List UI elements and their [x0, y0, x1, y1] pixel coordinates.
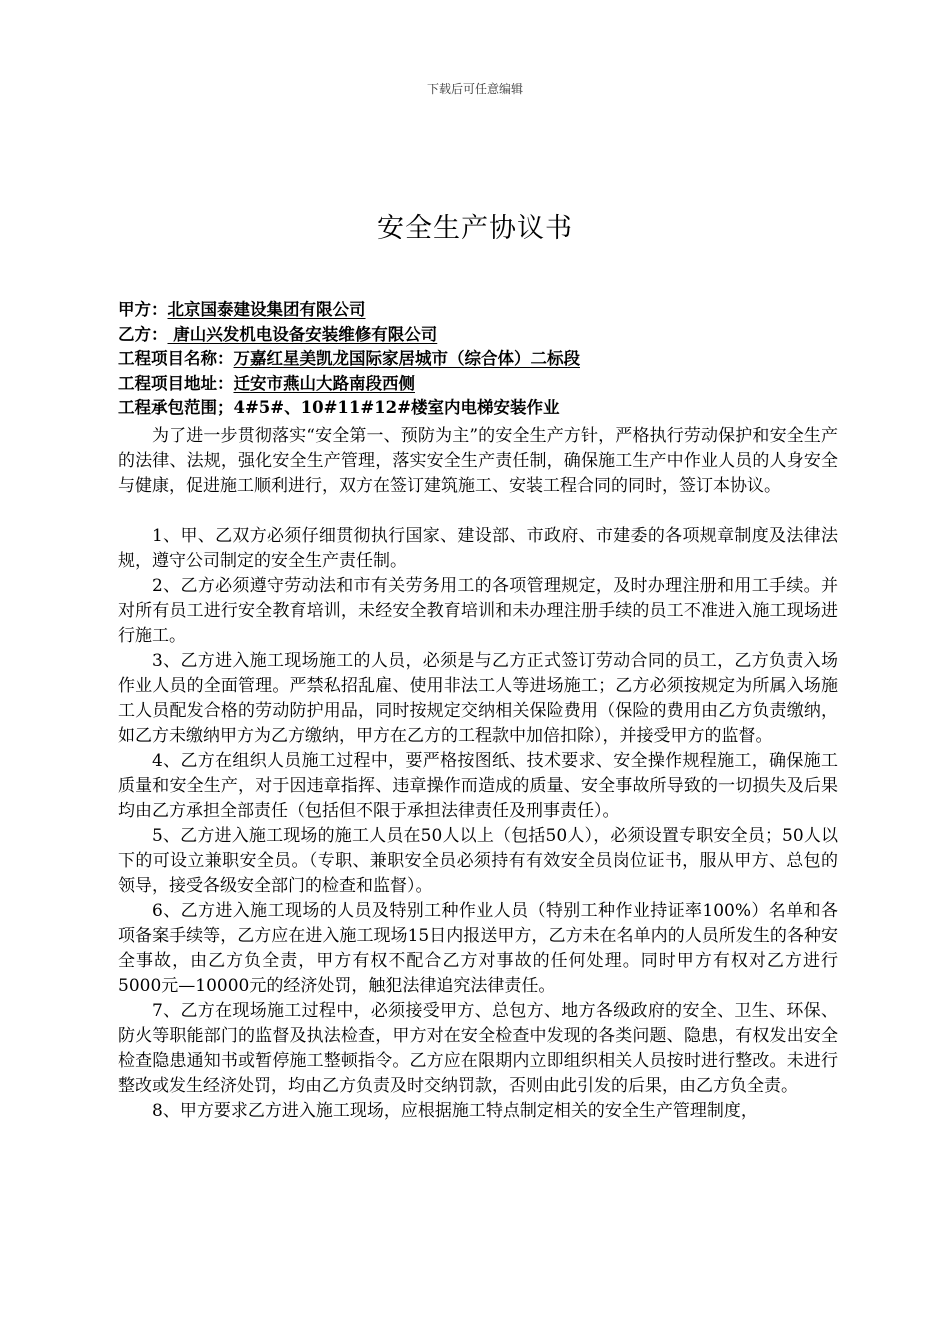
project-name-value: 万嘉红星美凯龙国际家居城市（综合体）二标段 [233, 349, 580, 368]
clause-3: 3、乙方进入施工现场施工的人员，必须是与乙方正式签订劳动合同的员工，乙方负责入场作业人员的全面管理。严禁私招乱雇、使用非法工人等进场施工；乙方必须按规定为所属入场施工人员配发合格的劳动防护用品，同时按规定交纳相关保险费用（保险的费用由乙方负责缴纳，如乙方未缴纳甲方为乙方缴纳，甲方在乙方的工程款中加倍扣除），并接受甲方的监督。 [118, 651, 838, 746]
scope-line [118, 396, 838, 421]
clause-4: 4、乙方在组织人员施工过程中，要严格按图纸、技术要求、安全操作规程施工，确保施工质量和安全生产，对于因违章指挥、违章操作而造成的质量、安全事故所导致的一切损失及后果均由乙方承担全部责任（包括但不限于承担法律责任及刑事责任）。 [118, 751, 838, 821]
party-b-line [118, 323, 838, 348]
clause-1: 1、甲、乙双方必须仔细贯彻执行国家、建设部、市政府、市建委的各项规章制度及法律法规，遵守公司制定的安全生产责任制。 [118, 526, 838, 571]
clause-5: 5、乙方进入施工现场的施工人员在50人以上（包括50人），必须设置专职安全员；50人以下的可设立兼职安全员。（专职、兼职安全员必须持有有效安全员岗位证书，服从甲方、总包的领导，接受各级安全部门的检查和监督）。 [118, 826, 838, 896]
scope-value: 4#5#、10#11#12#楼室内电梯安装作业 [233, 398, 560, 417]
party-b-value: 唐山兴发机电设备安装维修有限公司 [167, 324, 438, 344]
clause-2: 2、乙方必须遵守劳动法和市有关劳务用工的各项管理规定，及时办理注册和用工手续。并对所有员工进行安全教育培训，未经安全教育培训和未办理注册手续的员工不准进入施工现场进行施工。 [118, 576, 838, 646]
party-a-line [118, 298, 838, 323]
party-a-value: 北京国泰建设集团有限公司 [167, 300, 366, 319]
party-a-label: 甲方： [118, 300, 168, 319]
scope-label: 工程承包范围； [118, 398, 234, 417]
project-name-line [118, 347, 838, 372]
project-address-label: 工程项目地址： [118, 373, 234, 393]
project-address-line [118, 372, 838, 397]
project-address-value: 迁安市燕山大路南段西侧 [233, 373, 415, 393]
clause-7: 7、乙方在现场施工过程中，必须接受甲方、总包方、地方各级政府的安全、卫生、环保、防火等职能部门的监督及执法检查，甲方对在安全检查中发现的各类问题、隐患，有权发出安全检查隐患通知书或暂停施工整顿指令。乙方应在限期内立即组织相关人员按时进行整改。未进行整改或发生经济处罚，均由乙方负责及时交纳罚款，否则由此引发的后果，由乙方负全责。 [118, 1001, 838, 1096]
header-note: 下载后可任意编辑 [426, 82, 523, 96]
document-title: 安全生产协议书 [377, 213, 573, 244]
intro-paragraph: 为了进一步贯彻落实“安全第一、预防为主”的安全生产方针，严格执行劳动保护和安全生产的法律、法规，强化安全生产管理，落实安全生产责任制，确保施工生产中作业人员的人身安全与健康，促进施工顺利进行，双方在签订建筑施工、安装工程合同的同时，签订本协议。 [118, 426, 838, 496]
party-info [118, 298, 838, 421]
party-b-label: 乙方： [118, 324, 168, 344]
project-name-label: 工程项目名称： [118, 349, 234, 368]
clause-6: 6、乙方进入施工现场的人员及特别工种作业人员（特别工种作业持证率100%）名单和各项备案手续等，乙方应在进入施工现场15日内报送甲方，乙方未在名单内的人员所发生的各种安全事故，由乙方负全责，甲方有权不配合乙方对事故的任何处理。同时甲方有权对乙方进行5000元—10000元的经济处罚，触犯法律追究法律责任。 [118, 901, 838, 996]
agreement-body [118, 424, 838, 1124]
clause-8: 8、甲方要求乙方进入施工现场，应根据施工特点制定相关的安全生产管理制度， [152, 1101, 758, 1121]
